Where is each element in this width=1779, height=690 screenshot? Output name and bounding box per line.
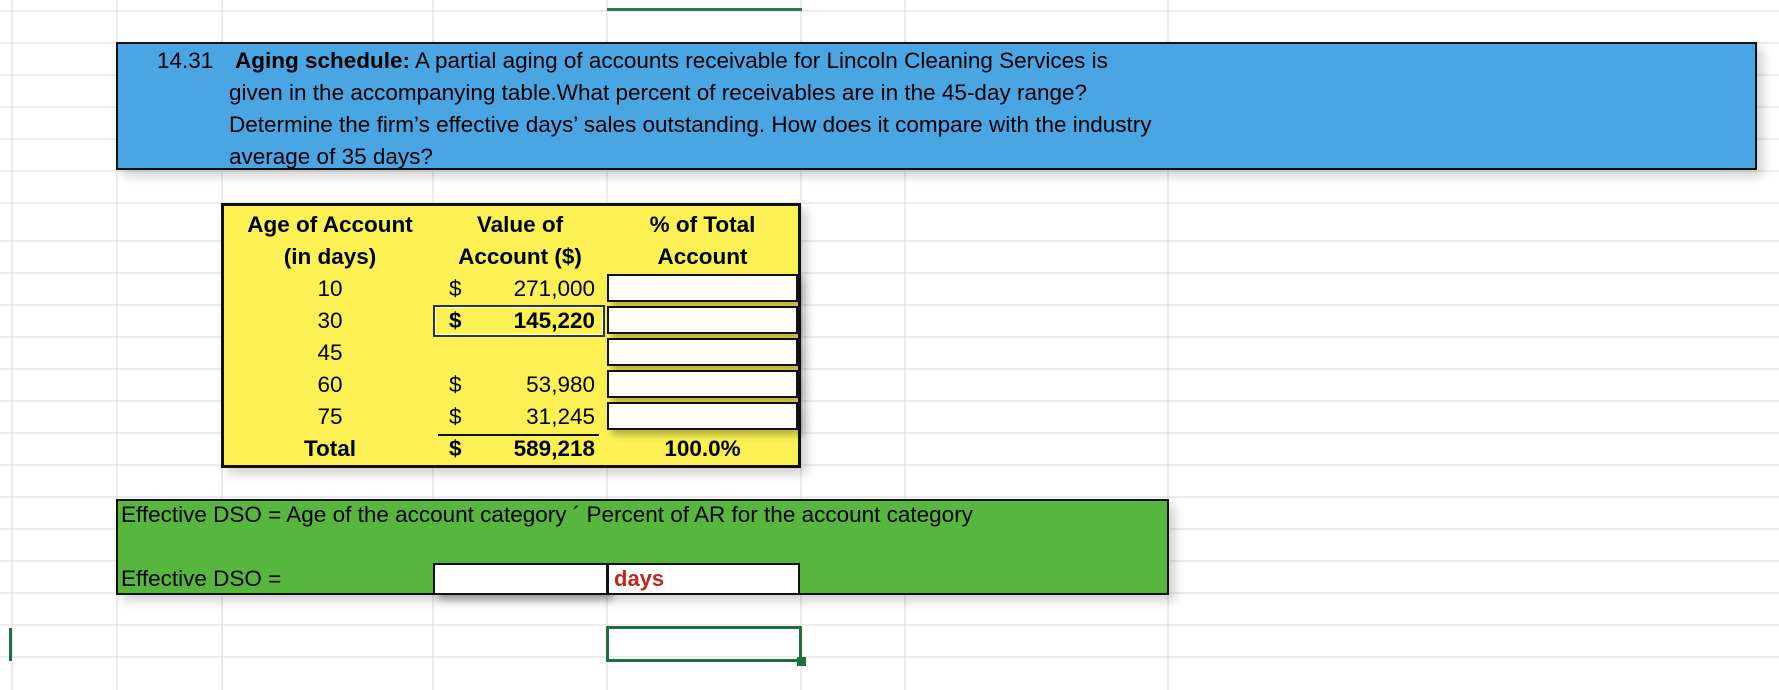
row-75-age: 75: [317, 404, 343, 429]
row-60-pct-input[interactable]: [607, 370, 798, 398]
dso-label: Effective DSO =: [121, 566, 282, 591]
total-dollar: $: [449, 436, 462, 461]
total-label: Total: [303, 436, 357, 461]
active-cell[interactable]: [606, 626, 802, 662]
total-value[interactable]: 589,218: [513, 436, 595, 461]
problem-line-4: average of 35 days?: [229, 144, 433, 169]
total-pct[interactable]: 100.0%: [664, 436, 741, 461]
row-10-pct-input[interactable]: [607, 274, 798, 302]
row-30-pct-input[interactable]: [607, 306, 798, 334]
problem-line-1: [235, 45, 1108, 77]
header-pct-line1: % of Total: [649, 212, 756, 237]
row-75-value[interactable]: 31,245: [526, 404, 595, 429]
row-45-pct-input[interactable]: [607, 338, 798, 366]
row-30-age: 30: [317, 308, 343, 333]
column-selection-indicator: [607, 8, 802, 11]
problem-line-3: Determine the firm’s effective days’ sales outstanding. How does it compare with the industry: [229, 112, 1152, 137]
days-unit-label: days: [614, 566, 665, 591]
row-60-age: 60: [317, 372, 343, 397]
header-pct-line2: Account: [657, 244, 748, 269]
problem-title: Aging schedule:: [235, 48, 411, 73]
problem-line-2: given in the accompanying table.What percent of receivables are in the 45-day range?: [229, 80, 1088, 105]
header-value-line2: Account ($): [458, 244, 582, 269]
problem-line-1-text: A partial aging of accounts receivable for Lincoln Cleaning Services is: [410, 48, 1108, 73]
dso-formula: Effective DSO = Age of the account category ´ Percent of AR for the account category: [121, 502, 973, 527]
header-value-line1: Value of: [476, 212, 564, 237]
row-75-dollar: $: [449, 404, 462, 429]
row-60-value[interactable]: 53,980: [526, 372, 595, 397]
row-10-age: 10: [317, 276, 343, 301]
header-age-line1: Age of Account: [247, 212, 413, 237]
row-60-dollar: $: [449, 372, 462, 397]
dso-value-input[interactable]: [433, 563, 608, 595]
header-age-line2: (in days): [283, 244, 377, 269]
row-selection-indicator: [9, 628, 12, 661]
row-10-dollar: $: [449, 276, 462, 301]
row-10-value[interactable]: 271,000: [513, 276, 595, 301]
fill-handle[interactable]: [797, 657, 806, 666]
row-75-pct-input[interactable]: [607, 402, 798, 430]
row-45-age: 45: [317, 340, 343, 365]
problem-number: 14.31: [157, 48, 214, 73]
row-30-dollar: $: [449, 308, 462, 333]
row-30-value[interactable]: 145,220: [513, 308, 595, 333]
